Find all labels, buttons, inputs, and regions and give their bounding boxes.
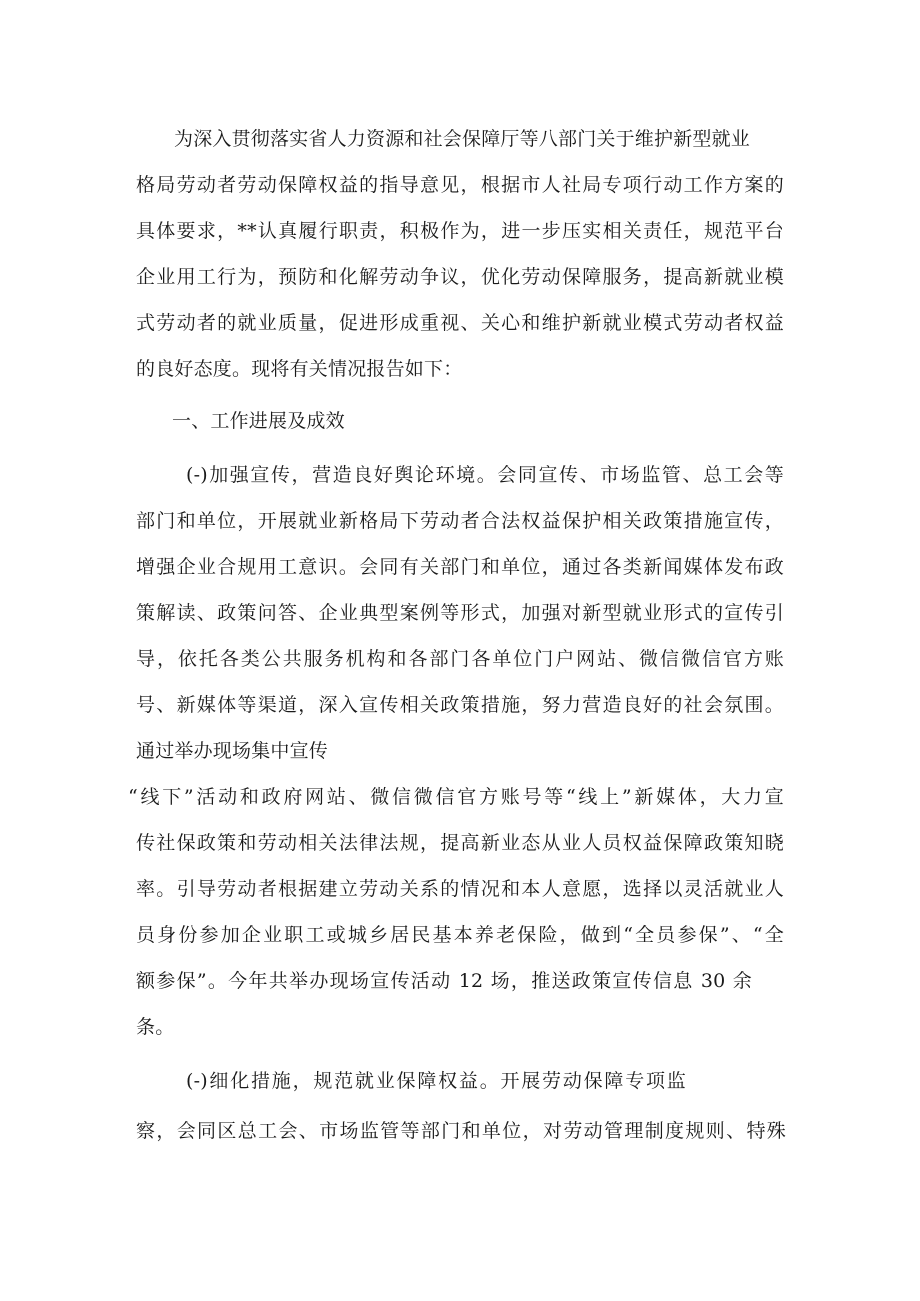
paragraph-line: 增强企业合规用工意识。会同有关部门和单位，通过各类新闻媒体发布政 <box>136 556 784 578</box>
paragraph-line: 通过举办现场集中宣传 <box>136 740 329 762</box>
paragraph-line: 率。引导劳动者根据建立劳动关系的情况和本人意愿，选择以灵活就业人 <box>136 878 784 900</box>
paragraph-line: 企业用工行为，预防和化解劳动争议，优化劳动保障服务，提高新就业模 <box>136 266 784 288</box>
paragraph-line: 的良好态度。现将有关情况报告如下： <box>136 358 463 380</box>
paragraph-line: 传社保政策和劳动相关法律法规，提高新业态从业人员权益保障政策知晓 <box>136 832 784 854</box>
paragraph-line: 格局劳动者劳动保障权益的指导意见，根据市人社局专项行动工作方案的 <box>136 174 784 196</box>
paragraph-line: 为深入贯彻落实省人力资源和社会保障厅等八部门关于维护新型就业 <box>174 128 751 150</box>
paragraph-line: 员身份参加企业职工或城乡居民基本养老保险，做到“全员参保”、“全 <box>136 924 784 946</box>
paragraph-line: 部门和单位，开展就业新格局下劳动者合法权益保护相关政策措施宣传， <box>136 510 784 532</box>
paragraph-line: 导，依托各类公共服务机构和各部门各单位门户网站、微信微信官方账 <box>136 648 784 670</box>
paragraph-line: (-)细化措施，规范就业保障权益。开展劳动保障专项监 <box>186 1070 686 1092</box>
paragraph-line: 式劳动者的就业质量，促进形成重视、关心和维护新就业模式劳动者权益 <box>136 312 784 334</box>
paragraph-line: (-)加强宣传，营造良好舆论环境。会同宣传、市场监管、总工会等 <box>186 464 784 486</box>
paragraph-line: 察，会同区总工会、市场监管等部门和单位，对劳动管理制度规则、特殊 <box>136 1120 786 1142</box>
paragraph-line: 策解读、政策问答、企业典型案例等形式，加强对新型就业形式的宣传引 <box>136 602 784 624</box>
section-heading: 一、工作进展及成效 <box>172 410 345 432</box>
paragraph-line: 号、新媒体等渠道，深入宣传相关政策措施，努力营造良好的社会氛围。 <box>136 694 784 716</box>
paragraph-line: 具体要求，**认真履行职责，积极作为，进一步压实相关责任，规范平台 <box>136 220 784 242</box>
paragraph-line: “线下”活动和政府网站、微信微信官方账号等“线上”新媒体，大力宣 <box>128 786 784 808</box>
paragraph-line: 额参保”。今年共举办现场宣传活动 12 场，推送政策宣传信息 30 余 <box>136 970 752 992</box>
paragraph-line: 条。 <box>136 1016 175 1038</box>
